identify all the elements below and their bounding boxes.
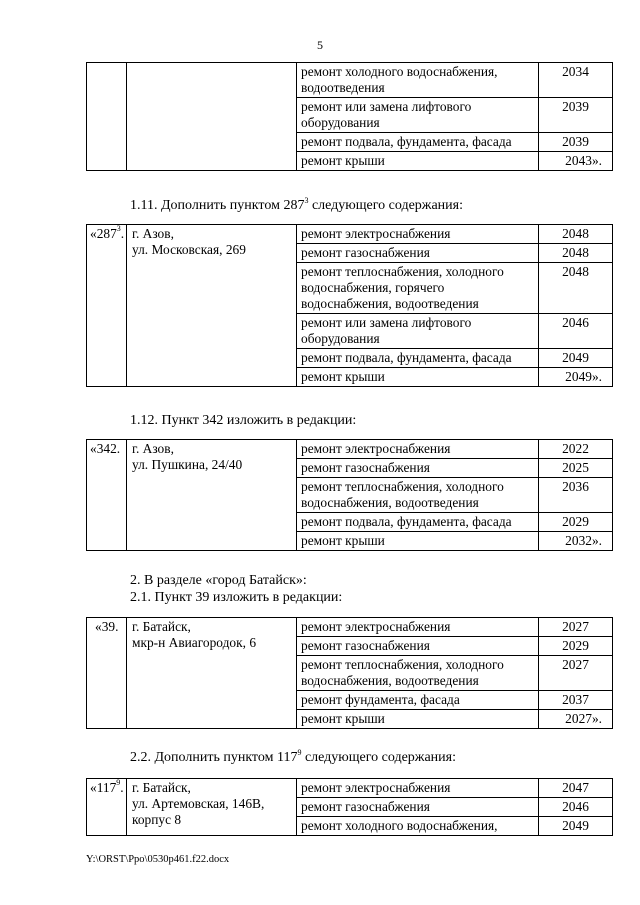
year-cell: 2048 bbox=[539, 225, 613, 244]
table-117-9 bbox=[86, 778, 613, 836]
address-cell bbox=[127, 63, 297, 171]
paragraph-text: следующего содержания: bbox=[308, 198, 463, 213]
item-number: «117 bbox=[90, 780, 117, 795]
work-cell: ремонт газоснабжения bbox=[297, 637, 539, 656]
year-cell: 2043». bbox=[539, 152, 613, 171]
work-cell: ремонт фундамента, фасада bbox=[297, 691, 539, 710]
work-cell: ремонт теплоснабжения, холодного водоснабжения, горячего водоснабжения, водоотведения bbox=[297, 263, 539, 314]
paragraph-2-1: 2.1. Пункт 39 изложить в редакции: bbox=[130, 590, 343, 605]
table-342 bbox=[86, 439, 613, 551]
address-cell: г. Азов, ул. Московская, 269 bbox=[127, 225, 297, 387]
year-cell: 2048 bbox=[539, 244, 613, 263]
work-cell: ремонт теплоснабжения, холодного водоснабжения, водоотведения bbox=[297, 656, 539, 691]
year-cell: 2049 bbox=[539, 817, 613, 836]
year-cell: 2049 bbox=[539, 349, 613, 368]
work-cell: ремонт крыши bbox=[297, 368, 539, 387]
work-cell: ремонт электроснабжения bbox=[297, 618, 539, 637]
work-cell: ремонт подвала, фундамента, фасада bbox=[297, 513, 539, 532]
year-cell: 2025 bbox=[539, 459, 613, 478]
year-cell: 2027 bbox=[539, 618, 613, 637]
work-cell: ремонт подвала, фундамента, фасада bbox=[297, 349, 539, 368]
superscript: 9 bbox=[297, 748, 302, 757]
year-cell: 2037 bbox=[539, 691, 613, 710]
work-cell: ремонт газоснабжения bbox=[297, 244, 539, 263]
year-cell: 2046 bbox=[539, 798, 613, 817]
work-cell: ремонт холодного водоснабжения, bbox=[297, 817, 539, 836]
paragraph-text: 2.2. Дополнить пунктом 117 bbox=[130, 750, 298, 765]
paragraph-text: следующего содержания: bbox=[301, 750, 456, 765]
year-cell: 2039 bbox=[539, 133, 613, 152]
year-cell: 2029 bbox=[539, 513, 613, 532]
year-cell: 2034 bbox=[539, 63, 613, 98]
superscript: 3 bbox=[116, 224, 121, 233]
year-cell: 2027 bbox=[539, 656, 613, 691]
work-cell: ремонт электроснабжения bbox=[297, 440, 539, 459]
work-cell: ремонт подвала, фундамента, фасада bbox=[297, 133, 539, 152]
year-cell: 2029 bbox=[539, 637, 613, 656]
year-cell: 2022 bbox=[539, 440, 613, 459]
work-cell: ремонт газоснабжения bbox=[297, 798, 539, 817]
work-cell: ремонт теплоснабжения, холодного водоснабжения, водоотведения bbox=[297, 478, 539, 513]
table-287-3 bbox=[86, 224, 613, 387]
work-cell: ремонт электроснабжения bbox=[297, 779, 539, 798]
table-row bbox=[87, 225, 613, 244]
paragraph-2-2 bbox=[130, 750, 456, 766]
number-cell bbox=[87, 225, 127, 387]
number-cell bbox=[87, 63, 127, 171]
year-cell: 2048 bbox=[539, 263, 613, 314]
work-cell: ремонт крыши bbox=[297, 710, 539, 729]
superscript: 3 bbox=[304, 196, 309, 205]
year-cell: 2046 bbox=[539, 314, 613, 349]
table-row bbox=[87, 779, 613, 798]
address-cell: г. Батайск, мкр-н Авиагородок, 6 bbox=[127, 618, 297, 729]
year-cell: 2027». bbox=[539, 710, 613, 729]
paragraph-1-11 bbox=[130, 198, 463, 214]
paragraph-text: 1.11. Дополнить пунктом 287 bbox=[130, 198, 305, 213]
table-39 bbox=[86, 617, 613, 729]
work-cell: ремонт газоснабжения bbox=[297, 459, 539, 478]
page-number: 5 bbox=[317, 38, 323, 52]
item-number-dot: . bbox=[120, 780, 124, 795]
table-row bbox=[87, 63, 613, 98]
address-cell: г. Батайск, ул. Артемовская, 146В, корпус 8 bbox=[127, 779, 297, 836]
work-cell: ремонт или замена лифтового оборудования bbox=[297, 314, 539, 349]
work-cell: ремонт электроснабжения bbox=[297, 225, 539, 244]
table-continuation bbox=[86, 62, 613, 171]
year-cell: 2049». bbox=[539, 368, 613, 387]
paragraph-2: 2. В разделе «город Батайск»: bbox=[130, 573, 307, 588]
year-cell: 2047 bbox=[539, 779, 613, 798]
year-cell: 2032». bbox=[539, 532, 613, 551]
paragraph-1-12: 1.12. Пункт 342 изложить в редакции: bbox=[130, 413, 357, 428]
superscript: 9 bbox=[116, 778, 121, 787]
item-number-dot: . bbox=[120, 226, 125, 241]
year-cell: 2036 bbox=[539, 478, 613, 513]
table-row bbox=[87, 440, 613, 459]
work-cell: ремонт холодного водоснабжения, водоотведения bbox=[297, 63, 539, 98]
address-cell: г. Азов, ул. Пушкина, 24/40 bbox=[127, 440, 297, 551]
table-row bbox=[87, 618, 613, 637]
work-cell: ремонт или замена лифтового оборудования bbox=[297, 98, 539, 133]
number-cell: «342. bbox=[87, 440, 127, 551]
footer-file-path: Y:\ORST\Ppo\0530p461.f22.docx bbox=[86, 854, 230, 865]
number-cell bbox=[87, 779, 127, 836]
number-cell: «39. bbox=[87, 618, 127, 729]
work-cell: ремонт крыши bbox=[297, 532, 539, 551]
work-cell: ремонт крыши bbox=[297, 152, 539, 171]
year-cell: 2039 bbox=[539, 98, 613, 133]
item-number: «287 bbox=[90, 226, 117, 241]
